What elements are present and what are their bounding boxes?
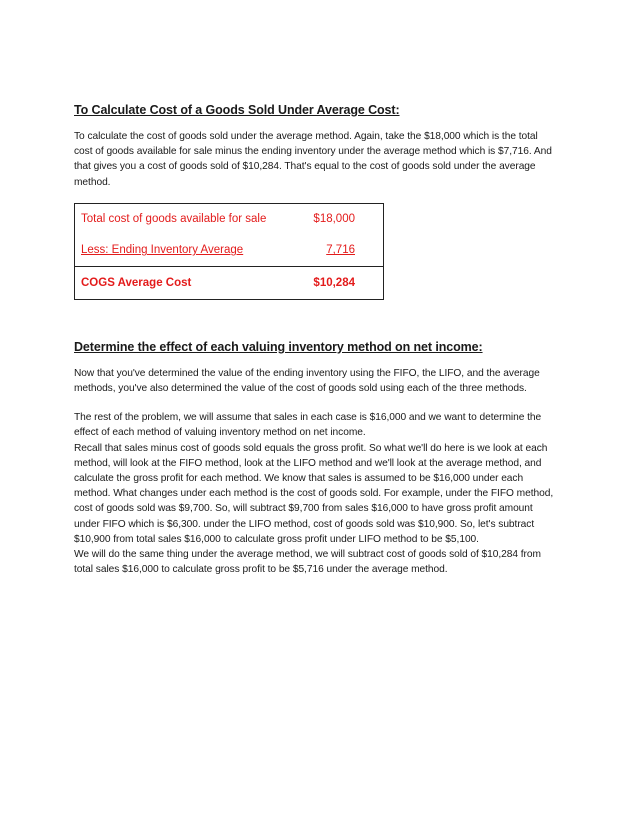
row-label-available: Total cost of goods available for sale [81, 213, 267, 226]
section-net-income [74, 340, 554, 578]
document-page [74, 103, 554, 577]
row-amount-cogs: $10,284 [313, 276, 355, 289]
section-heading-net-income: Determine the effect of each valuing inventory method on net income: [74, 339, 483, 354]
row-label-cogs: COGS Average Cost [81, 276, 192, 289]
paragraph-assumption: The rest of the problem, we will assume that sales in each case is $16,000 and we want to determine the effect of each method of valuing inventory method on net income. [74, 412, 542, 439]
row-label-ending-inventory: Less: Ending Inventory Average [75, 235, 301, 267]
table-row [75, 203, 384, 235]
paragraph-recall: Recall that sales minus cost of goods sold equals the gross profit. So what we'll do here is we look at each method, will look at the FIFO method, look at the LIFO method and we'll look at the average method, and calculate the gross profit for each method. We know that sales is assumed to be $16,000 under each method. What changes under each method is the cost of goods sold. For example, under the FIFO method, cost of goods sold was $9,700. So, will subtract $9,700 from sales $16,000 to have gross profit amount under FIFO which is $6,300. under the LIFO method, cost of goods sold was $10,900. So, let's subtract $10,900 from total sales $16,000 to calculate gross profit under LIFO method to be $5,100. [74, 442, 554, 545]
paragraph-average-method: We will do the same thing under the average method, we will subtract cost of goods sold of $10,284 from total sales $16,000 to calculate gross profit to be $5,716 under the average method. [74, 549, 541, 576]
cogs-table [74, 203, 384, 300]
table-row [75, 266, 384, 299]
paragraph-average-cost: To calculate the cost of goods sold under the average method. Again, take the $18,000 which is the total cost of goods available for sale minus the ending inventory under the average method which is $7,716. And that gives you a cost of goods sold of $10,284. That's equal to the cost of goods sold under the average method. [74, 131, 552, 188]
table-row [75, 235, 384, 267]
row-amount-available: $18,000 [313, 213, 355, 226]
section-heading-average-cost: To Calculate Cost of a Goods Sold Under Average Cost: [74, 103, 400, 117]
paragraph-gap [74, 396, 554, 410]
paragraph-intro: Now that you've determined the value of the ending inventory using the FIFO, the LIFO, and the average methods, you've also determined the value of the cost of goods sold using each of the three methods. [74, 367, 540, 395]
row-amount-ending-inventory: 7,716 [301, 235, 384, 267]
